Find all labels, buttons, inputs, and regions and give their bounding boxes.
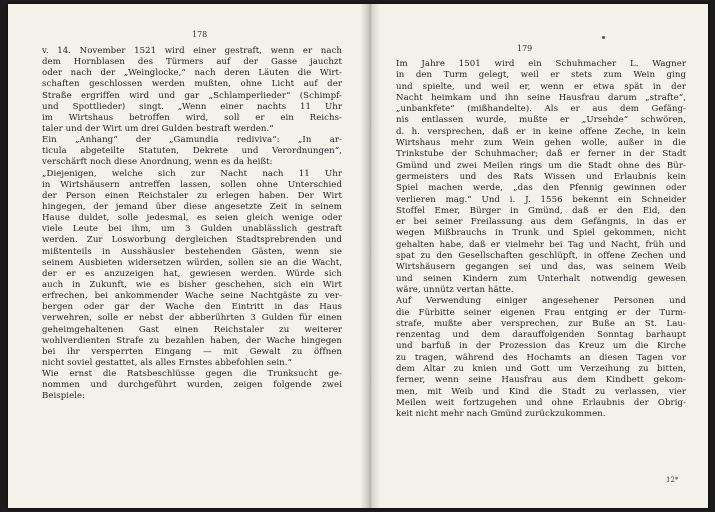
text-line: dem Hornblasen des Türmers auf der Gasse jauchzt <box>42 57 342 68</box>
book-spread <box>8 4 708 508</box>
text-line: mißtenteils in Ausshäusler bestehenden Gästen, wenn sie <box>42 246 342 257</box>
text-line: bei ihr versperrten Eingang — mit Gewalt zu öffnen <box>42 346 342 357</box>
text-line: in Wirtshäusern antreffen lassen, sollen ohne Unterschied <box>42 179 342 190</box>
text-line: verschärft noch diese Anordnung, wenn es da heißt: <box>42 157 273 168</box>
text-line: taler und der Wirt um drei Gulden bestraft werden.“ <box>42 123 274 134</box>
text-line: und barfuß in der Prozession das Kreuz um die Kirche <box>396 341 686 352</box>
text-line: Trinkstube der Schuhmacher; daß er ferner in der Stadt <box>396 149 686 160</box>
text-line: strafe, mußte aber versprechen, zur Buße an St. Lau- <box>396 318 686 329</box>
text-line: und seinen Kindern zum Unterhalt notwendig gewesen <box>396 273 686 284</box>
text-line: renzentag und dem darauffolgenden Sonntag barhaupt <box>396 330 686 341</box>
text-line: Nacht heimkam und ihn seine Hausfrau darum „strafte“, <box>396 92 686 103</box>
text-line: gehalten habe, daß er vielmehr bei Tag und Nacht, früh und <box>396 239 686 250</box>
text-line: er bei seiner Freilassung aus dem Gefängnis, in das er <box>396 217 686 228</box>
text-line: bergen oder gar der Wache den Eintritt in das Haus <box>42 302 342 313</box>
text-line: der er es anzuzeigen hat, gewiesen werden. Würde sich <box>42 268 342 279</box>
text-line: Gmünd und zwei Meilen rings um die Stadt ohne des Bür- <box>396 160 686 171</box>
left-page <box>8 4 366 508</box>
right-page-text <box>396 59 686 421</box>
ink-dot <box>602 36 605 39</box>
text-line: Beispiele: <box>42 391 86 402</box>
text-line: „unbankfete“ (mißhandelte). Als er aus dem Gefäng- <box>396 104 686 115</box>
text-line: Wirtshaus mehr zum Wein gehen wolle, außer in die <box>396 138 686 149</box>
text-line: wohlverdienten Strafe zu bezahlen haben, der Wache hingegen <box>42 335 342 346</box>
text-line: viele Leute bei ihm, um 3 Gulden unablässlich gestraft <box>42 224 342 235</box>
text-line: schaften geschlossen werden mußten, ohne Licht auf der <box>42 79 342 90</box>
text-line: germeisters und des Rats Wissen und Erlaubnis kein <box>396 171 686 182</box>
text-line: Ein „Anhang“ der „Gamundia rediviva“: „In ar- <box>42 135 342 146</box>
text-line: oder nach der „Weinglocke,“ nach deren Läuten die Wirt- <box>42 68 342 79</box>
text-line: wäre, unnütz vertan hätte. <box>396 284 514 295</box>
text-line: auch in Zukunft, wie es bisher geschehen, sich ein Wirt <box>42 279 342 290</box>
text-line: Wie ernst die Ratsbeschlüsse gegen die Trunksucht ge- <box>42 369 342 380</box>
left-page-text <box>42 46 342 403</box>
text-line: Wirtshäusern gegangen sei und das, was seinem Weib <box>396 262 686 273</box>
text-line: keit nicht mehr nach Gmünd zurückzukommen. <box>396 409 606 420</box>
text-line: Meilen weit fortzugehen und ohne Erlaubnis der Obrig- <box>396 397 686 408</box>
text-line: der Person einen Reichstaler zu erlegen haben. Der Wirt <box>42 190 342 201</box>
page-number-right: 179 <box>517 44 533 53</box>
text-line: geheimgehaltenen Gast einen Reichstaler zu weiterer <box>42 324 342 335</box>
text-line: hingegen, der jemand über diese angesetzte Zeit in seinem <box>42 201 342 212</box>
text-line: Straße ergriffen wird und gar „Schlamperlieder“ (Schimpf- <box>42 90 342 101</box>
text-line: Spiel machen werde, „das den Pfennig gewinnen oder <box>396 183 686 194</box>
text-line: verwehren, solle er nebst der abberührten 3 Gulden für einen <box>42 313 342 324</box>
text-line: ticula abgeteilte Statuten, Dekrete und Verordnungen“, <box>42 146 342 157</box>
right-page <box>374 4 708 508</box>
text-line: spat zu den Gesellschaften geschlüpft, in offene Zechen und <box>396 251 686 262</box>
text-line: v. 14. November 1521 wird einer gestraft, wenn er nach <box>42 46 342 56</box>
text-line: Hause duldet, solle jedesmal, es seien gleich wenige oder <box>42 213 342 224</box>
text-line: Stoffel Emer, Bürger in Gmünd, daß er den Eid, den <box>396 205 686 216</box>
text-line: erfrechen, bei ankommender Wache seine Nachtgäste zu ver- <box>42 291 342 302</box>
text-line: verlieren mag.“ Und i. J. 1556 bekennt ein Schneider <box>396 194 686 205</box>
text-line: seinem Ausbieten widersetzen würden, sollen sie an die Wacht, <box>42 257 342 268</box>
text-line: wegen Mißbrauchs in Trunk und Spiel gekommen, nicht <box>396 228 686 239</box>
text-line: in den Turm gelegt, weil er stets zum Wein ging <box>396 70 686 81</box>
text-line: nommen und durchgeführt wurden, zeigen folgende zwei <box>42 380 342 391</box>
text-line: „Diejenigen, welche sich zur Nacht nach 11 Uhr <box>42 168 342 179</box>
text-line: ferner, wenn seine Hausfrau aus dem Kindbett gekom- <box>396 375 686 386</box>
text-line: im Wirtshaus betroffen wird, soll er ein Reichs- <box>42 112 342 123</box>
text-line: die Fürbitte seiner eigenen Frau entging er der Turm- <box>396 307 686 318</box>
text-line: und Spottlieder) singt. „Wenn einer nachts 11 Uhr <box>42 101 342 112</box>
page-number-left: 178 <box>192 30 208 39</box>
text-line: werden. Zur Losworbung dergleichen Stadtsprebrenden und <box>42 235 342 246</box>
text-line: zu tragen, während des Hochamts an diesen Tagen vor <box>396 352 686 363</box>
text-line: dem Altar zu knien und Gott um Verzeihung zu bitten, <box>396 364 686 375</box>
text-line: men, mit Weib und Kind die Stadt zu verlassen, vier <box>396 386 686 397</box>
signature-mark: 12* <box>666 476 679 484</box>
text-line: Im Jahre 1501 wird ein Schuhmacher L. Wagner <box>396 59 686 69</box>
text-line: nicht soviel gestattet, als alles Ernstes abbefohlen sein.“ <box>42 357 292 368</box>
text-line: nis entlassen wurde, mußte er „Ursehde“ schwören, <box>396 115 686 126</box>
text-line: und spielte, und weil er, wenn er etwa spät in der <box>396 81 686 92</box>
text-line: d. h. versprechen, daß er in keine offene Zeche, in kein <box>396 126 686 137</box>
text-line: Auf Verwendung einiger angesehener Personen und <box>396 296 686 307</box>
